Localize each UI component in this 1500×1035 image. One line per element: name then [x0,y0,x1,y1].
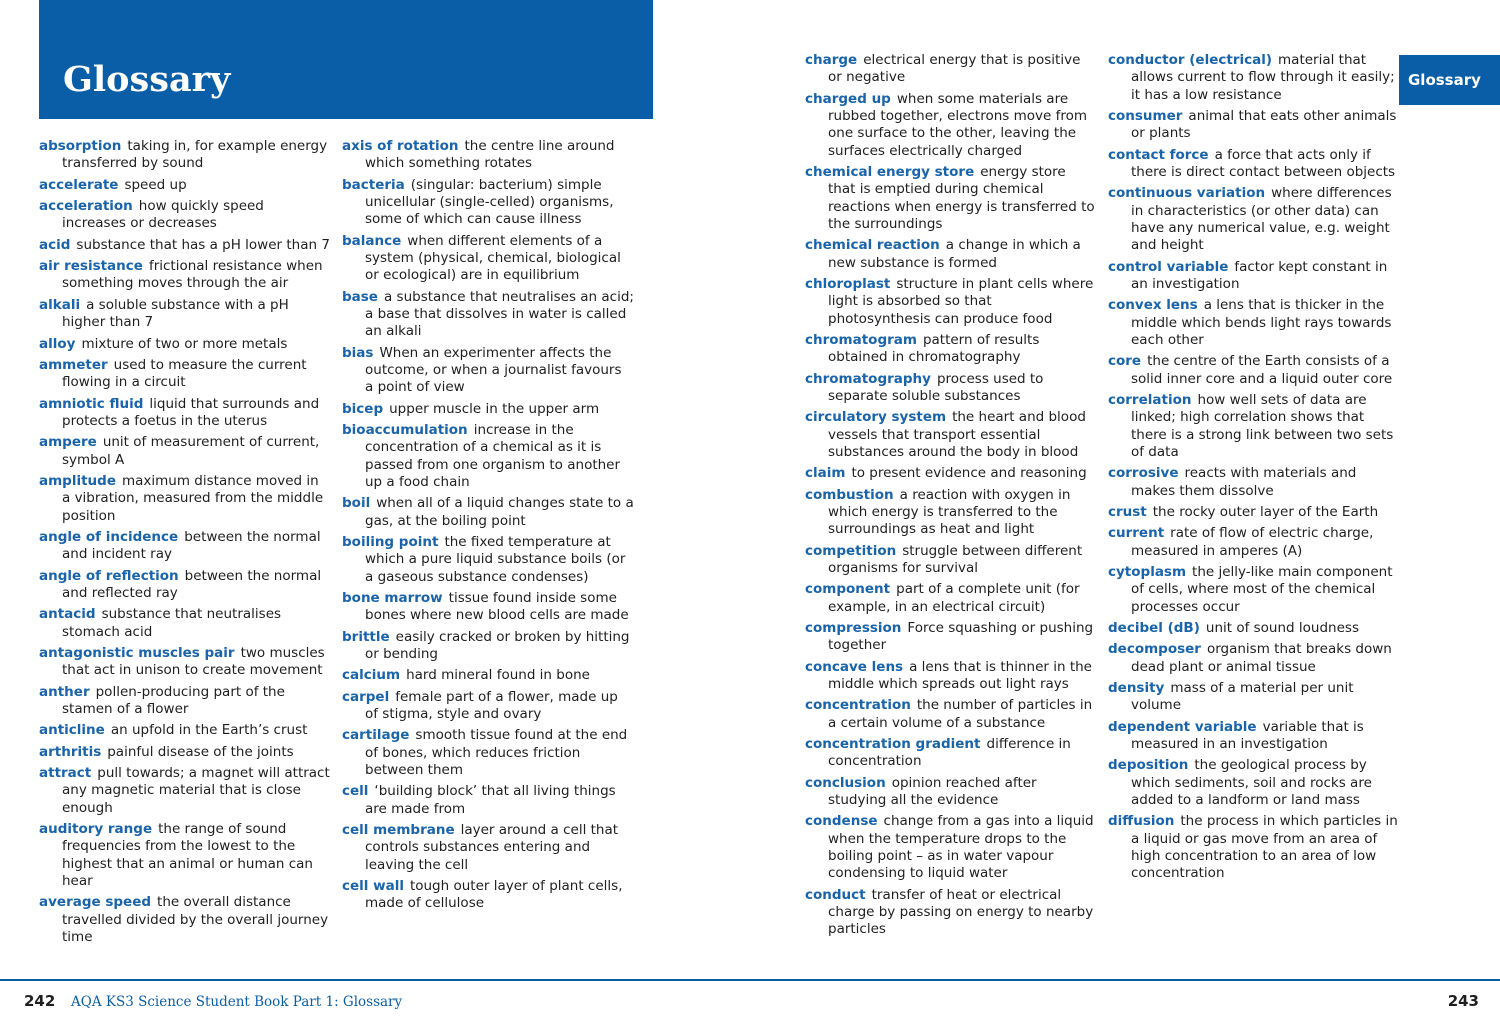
glossary-definition: used to measure the current flowing in a circuit [62,356,307,391]
glossary-entry [39,606,331,641]
glossary-definition: a lens that is thicker in the middle which bends light rays towards each other [1131,297,1392,348]
glossary-definition: the geological process by which sediments, soil and rocks are added to a landform or land mass [1131,757,1372,809]
glossary-term: acceleration [39,198,133,215]
glossary-entry [342,495,634,530]
glossary-term: ammeter [39,356,108,373]
glossary-entry [39,765,331,817]
glossary-entry [39,473,331,525]
glossary-entry [805,620,1097,655]
glossary-term: compression [805,620,902,637]
glossary-term: ampere [39,434,97,451]
glossary-entry [342,534,634,586]
glossary-entry [342,289,634,341]
glossary-entry [342,345,634,397]
glossary-definition: hard mineral found in bone [406,667,590,684]
glossary-definition: the number of particles in a certain volume of a substance [828,697,1093,731]
glossary-term: correlation [1108,392,1192,408]
glossary-term: competition [805,542,897,559]
glossary-definition: the overall distance travelled divided by the overall journey time [62,894,329,946]
glossary-term: decomposer [1108,641,1201,658]
glossary-definition: the rocky outer layer of the Earth [1152,503,1379,520]
glossary-definition: tough outer layer of plant cells, made of cellulose [365,878,623,912]
glossary-entry [39,396,331,431]
glossary-definition: electrical energy that is positive or negative [828,52,1081,86]
glossary-column-3 [805,52,1097,943]
glossary-entry [805,775,1097,810]
glossary-term: conduct [805,886,866,903]
glossary-definition: when all of a liquid changes state to a gas, at the boiling point [365,495,634,529]
glossary-entry [805,164,1097,233]
glossary-definition: smooth tissue found at the end of bones, which reduces friction between them [365,727,628,779]
glossary-entry [805,697,1097,732]
glossary-entry [39,684,331,719]
glossary-entry [342,878,634,913]
glossary-column-2 [342,138,634,917]
glossary-term: angle of incidence [39,528,179,545]
glossary-term: concave lens [805,658,904,675]
glossary-term: auditory range [39,821,153,838]
glossary-term: continuous variation [1108,185,1266,202]
glossary-definition: between the normal and reflected ray [62,567,322,601]
glossary-entry [39,237,331,254]
glossary-term: claim [805,465,846,482]
glossary-definition: easily cracked or broken by hitting or bending [365,628,630,662]
glossary-entry [805,659,1097,694]
glossary-entry [1108,757,1400,809]
glossary-definition: when different elements of a system (physical, chemical, biological or ecological) are in equilibrium [365,232,621,284]
glossary-term: absorption [39,138,122,154]
glossary-definition: When an experimenter affects the outcome, or when a journalist favours a point of view [365,344,622,396]
glossary-term: chromatogram [805,331,917,348]
glossary-term: cytoplasm [1108,564,1187,581]
glossary-term: current [1108,525,1165,542]
glossary-definition: energy store that is emptied during chemical reactions when energy is transferred to the surroundings [828,163,1095,232]
glossary-term: deposition [1108,757,1189,774]
glossary-term: bias [342,344,374,361]
glossary-entry [39,297,331,332]
glossary-entry [39,821,331,890]
glossary-definition: transfer of heat or electrical charge by passing on energy to nearby particles [828,886,1094,938]
glossary-definition: unit of measurement of current, symbol A [62,434,320,468]
glossary-entry [342,422,634,491]
footer-divider [0,979,1500,981]
glossary-definition: liquid that surrounds and protects a foetus in the uterus [62,395,320,429]
glossary-entry [1108,719,1400,754]
glossary-entry [1108,504,1400,521]
glossary-definition: how well sets of data are linked; high correlation shows that there is a strong link between two sets of data [1131,392,1394,460]
glossary-term: core [1108,353,1142,370]
glossary-definition: between the normal and incident ray [62,528,321,563]
glossary-entry [805,237,1097,272]
glossary-term: control variable [1108,258,1229,275]
glossary-definition: maximum distance moved in a vibration, measured from the middle position [62,472,324,524]
glossary-definition: pattern of results obtained in chromatography [828,331,1040,366]
glossary-term: angle of reflection [39,567,179,584]
glossary-term: concentration gradient [805,736,981,753]
glossary-term: axis of rotation [342,138,459,154]
glossary-term: balance [342,232,402,249]
glossary-definition: a lens that is thinner in the middle which spreads out light rays [828,658,1092,693]
glossary-term: decibel (dB) [1108,620,1200,637]
glossary-term: accelerate [39,176,119,193]
glossary-entry [342,822,634,874]
glossary-term: corrosive [1108,465,1179,482]
glossary-term: acid [39,236,71,253]
glossary-term: carpel [342,688,390,705]
glossary-definition: a change in which a new substance is formed [828,237,1081,271]
glossary-definition: material that allows current to flow through it easily; it has a low resistance [1131,52,1395,103]
glossary-column-4 [1108,52,1400,887]
glossary-entry [1108,185,1400,254]
glossary-entry [1108,641,1400,676]
glossary-definition: substance that neutralises stomach acid [62,606,282,640]
glossary-definition: when some materials are rubbed together, electrons move from one surface to the other, leaving the surfaces electrically charged [828,90,1088,159]
glossary-entry [805,543,1097,578]
glossary-term: base [342,288,378,305]
glossary-term: chloroplast [805,275,891,292]
glossary-definition: to present evidence and reasoning [851,465,1087,482]
glossary-entry [39,529,331,564]
glossary-definition: increase in the concentration of a chemical as it is passed from one organism to another up a food chain [365,422,621,490]
glossary-entry [805,465,1097,482]
glossary-definition: Force squashing or pushing together [828,620,1094,654]
glossary-definition: mass of a material per unit volume [1131,680,1354,714]
glossary-term: contact force [1108,146,1209,163]
glossary-entry [39,138,331,173]
glossary-entry [342,629,634,664]
glossary-term: convex lens [1108,297,1198,314]
glossary-term: amniotic fluid [39,395,144,412]
glossary-term: conclusion [805,774,886,791]
glossary-entry [805,409,1097,461]
glossary-definition: a soluble substance with a pH higher than 7 [62,296,289,331]
footer-book-title: AQA KS3 Science Student Book Part 1: Glossary [71,994,403,1010]
glossary-term: component [805,581,891,598]
glossary-term: cell wall [342,878,404,895]
glossary-term: antacid [39,606,96,623]
glossary-entry [805,371,1097,406]
glossary-entry [1108,259,1400,294]
page-number-left: 242 [24,992,56,1010]
glossary-term: charge [805,52,858,68]
glossary-entry [805,581,1097,616]
glossary-entry [39,894,331,946]
glossary-column-1 [39,138,331,950]
glossary-definition: a force that acts only if there is direct contact between objects [1131,146,1396,180]
glossary-entry [805,736,1097,771]
glossary-definition: the fixed temperature at which a pure liquid substance boils (or a gaseous substance condenses) [365,533,626,585]
glossary-term: consumer [1108,107,1183,124]
glossary-term: cell [342,783,369,800]
glossary-term: chemical reaction [805,237,940,254]
glossary-definition: speed up [124,176,187,193]
glossary-entry [1108,680,1400,715]
glossary-term: chromatography [805,370,931,387]
glossary-entry [1108,297,1400,349]
glossary-entry [1108,52,1400,104]
glossary-entry [39,722,331,739]
glossary-term: combustion [805,486,894,503]
glossary-definition: animal that eats other animals or plants [1131,107,1397,142]
glossary-term: dependent variable [1108,718,1257,735]
glossary-entry [342,783,634,818]
glossary-definition: change from a gas into a liquid when the temperature drops to the boiling point – as in water vapour condensing to liquid water [828,813,1094,882]
glossary-term: cell membrane [342,822,455,839]
section-tab: Glossary [1399,55,1500,105]
glossary-entry [805,91,1097,160]
glossary-term: bioaccumulation [342,422,468,439]
glossary-definition: frictional resistance when something moves through the air [62,258,323,292]
glossary-entry [805,332,1097,367]
glossary-term: arthritis [39,743,102,760]
glossary-term: condense [805,813,878,830]
glossary-entry [1108,392,1400,461]
glossary-term: alkali [39,296,81,313]
glossary-definition: a substance that neutralises an acid; a base that dissolves in water is called an alkali [365,288,634,340]
glossary-term: chemical energy store [805,163,975,180]
glossary-entry [1108,813,1400,882]
glossary-entry [342,689,634,724]
glossary-definition: where differences in characteristics (or other data) can have any numerical value, e.g. weight and height [1131,185,1392,254]
glossary-definition: variable that is measured in an investigation [1131,718,1364,753]
glossary-definition: struggle between different organisms for survival [828,542,1083,576]
glossary-definition: the process in which particles in a liquid or gas move from an area of high concentration to an area of low concentration [1131,813,1398,882]
glossary-term: conductor (electrical) [1108,52,1273,68]
glossary-term: antagonistic muscles pair [39,645,235,662]
glossary-entry [1108,147,1400,182]
glossary-definition: the jelly-like main component of cells, where most of the chemical processes occur [1131,564,1393,615]
glossary-definition: pull towards; a magnet will attract any magnetic material that is close enough [62,765,330,816]
glossary-term: diffusion [1108,813,1175,830]
glossary-definition: the range of sound frequencies from the lowest to the highest that an animal or human can hear [62,821,313,890]
glossary-entry [342,401,634,418]
glossary-definition: reacts with materials and makes them dissolve [1131,465,1357,499]
glossary-term: bicep [342,400,384,417]
glossary-definition: difference in concentration [828,736,1071,770]
glossary-entry [1108,620,1400,637]
glossary-term: anticline [39,722,105,739]
glossary-entry [39,568,331,603]
glossary-term: circulatory system [805,409,947,426]
title-banner [39,0,653,119]
glossary-definition: a reaction with oxygen in which energy is transferred to the surroundings as heat and light [828,486,1071,538]
glossary-term: cartilage [342,727,410,744]
glossary-definition: two muscles that act in unison to create movement [62,645,325,679]
glossary-entry [39,357,331,392]
glossary-term: average speed [39,894,152,911]
glossary-term: bacteria [342,176,405,193]
glossary-definition: rate of flow of electric charge, measured in amperes (A) [1131,525,1374,559]
glossary-entry [39,177,331,194]
glossary-definition: part of a complete unit (for example, in an electrical circuit) [828,581,1080,615]
glossary-definition: mixture of two or more metals [81,335,288,352]
glossary-definition: substance that has a pH lower than 7 [76,236,330,253]
glossary-entry [39,336,331,353]
glossary-definition: an upfold in the Earth’s crust [110,722,308,739]
glossary-entry [1108,353,1400,388]
glossary-term: charged up [805,90,891,107]
glossary-entry [39,744,331,761]
glossary-term: boiling point [342,533,439,550]
glossary-entry [1108,108,1400,143]
glossary-definition: taking in, for example energy transferred by sound [62,138,328,172]
glossary-definition: unit of sound loudness [1205,620,1359,637]
glossary-entry [1108,465,1400,500]
glossary-definition: process used to separate soluble substances [828,370,1044,404]
glossary-entry [39,258,331,293]
page-number-right: 243 [1447,992,1479,1010]
glossary-entry [1108,525,1400,560]
glossary-entry [342,233,634,285]
glossary-definition: upper muscle in the upper arm [389,400,600,417]
glossary-term: attract [39,765,92,782]
glossary-definition: opinion reached after studying all the evidence [828,774,1037,809]
glossary-entry [805,887,1097,939]
glossary-entry [805,276,1097,328]
glossary-entry [342,138,634,173]
glossary-entry [342,667,634,684]
glossary-definition: tissue found inside some bones where new blood cells are made [365,589,629,624]
glossary-term: density [1108,680,1165,697]
glossary-term: crust [1108,503,1147,520]
glossary-definition: the centre of the Earth consists of a solid inner core and a liquid outer core [1131,353,1393,387]
glossary-term: air resistance [39,258,143,275]
glossary-definition: ‘building block’ that all living things are made from [365,783,616,817]
glossary-definition: factor kept constant in an investigation [1131,258,1388,292]
glossary-term: anther [39,683,90,700]
glossary-entry [39,645,331,680]
glossary-definition: pollen-producing part of the stamen of a flower [62,683,285,718]
glossary-definition: (singular: bacterium) simple unicellular (single-celled) organisms, some of which can cause illness [365,176,614,228]
glossary-entry [805,813,1097,882]
glossary-term: boil [342,495,371,512]
glossary-definition: painful disease of the joints [107,743,294,760]
glossary-definition: the heart and blood vessels that transport essential substances around the body in blood [828,409,1086,460]
glossary-term: brittle [342,628,390,645]
glossary-entry [39,434,331,469]
glossary-definition: how quickly speed increases or decreases [62,198,264,232]
glossary-definition: female part of a flower, made up of stigma, style and ovary [365,688,618,723]
glossary-entry [39,198,331,233]
glossary-definition: the centre line around which something rotates [365,138,615,172]
glossary-term: bone marrow [342,589,443,606]
glossary-term: concentration [805,697,911,714]
glossary-entry [342,727,634,779]
glossary-definition: organism that breaks down dead plant or animal tissue [1131,641,1392,675]
glossary-entry [805,52,1097,87]
glossary-definition: layer around a cell that controls substances entering and leaving the cell [365,822,619,873]
glossary-entry [342,590,634,625]
glossary-term: alloy [39,335,76,352]
glossary-entry [342,177,634,229]
glossary-entry [1108,564,1400,616]
page-title: Glossary [63,59,231,100]
glossary-definition: structure in plant cells where light is absorbed so that photosynthesis can produce food [828,275,1094,327]
glossary-term: calcium [342,667,401,684]
glossary-entry [805,487,1097,539]
glossary-term: amplitude [39,472,116,489]
